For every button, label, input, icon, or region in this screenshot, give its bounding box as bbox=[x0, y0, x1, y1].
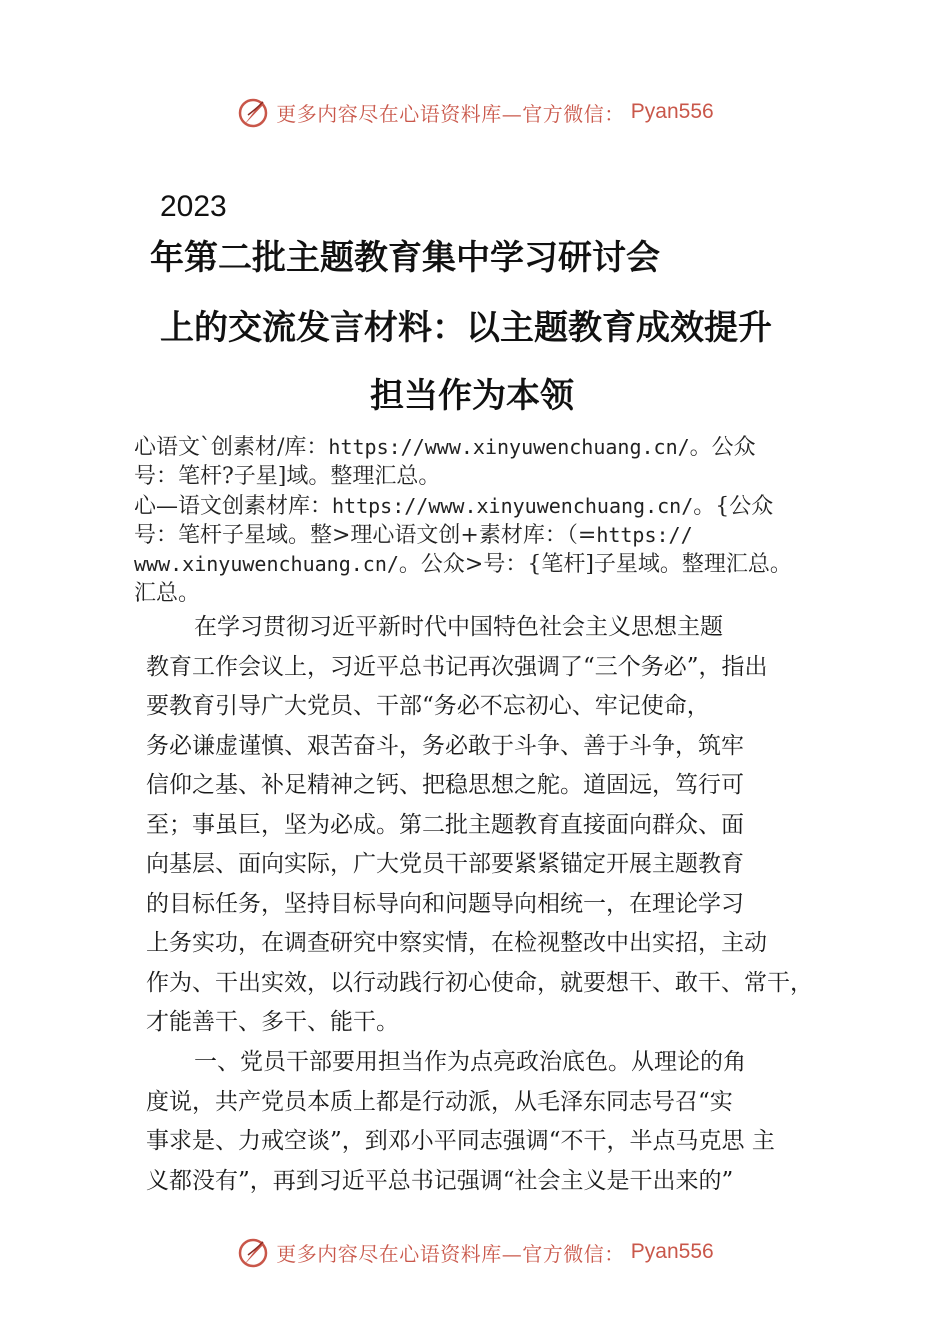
paragraph-line: 上务实功，在调查研究中察实情，在检视整改中出实招，主动 bbox=[146, 930, 767, 956]
paragraph-line: 务必谦虚谨慎、艰苦奋斗，务必敢于斗争、善于斗争，筑牢 bbox=[146, 732, 744, 759]
title-line-3: 担当作为本领 bbox=[370, 376, 574, 416]
meta-url: https://www.xinyuwenchuang.cn/ bbox=[332, 494, 694, 518]
paragraph-1 bbox=[146, 608, 836, 1043]
banner-wechat-id: Pyan556 bbox=[630, 1240, 714, 1263]
banner-text: 更多内容尽在心语资料库—官方微信： bbox=[276, 101, 625, 126]
paragraph-line: 信仰之基、补足精神之钙、把稳思想之舵。道固远，笃行可 bbox=[146, 772, 744, 798]
banner-wechat-id: Pyan556 bbox=[630, 100, 714, 123]
paragraph-line: 作为、干出实效，以行动践行初心使命，就要想干、敢干、常干， bbox=[146, 969, 813, 996]
meta-line-3: 心—语文创素材库：https://www.xinyuwenchuang.cn/。{公众 bbox=[134, 494, 774, 519]
meta-line-4: 号：笔杆子星域。整>理心语文创+素材库：（=https:// bbox=[134, 523, 693, 548]
title-year: 2023 bbox=[160, 190, 227, 223]
header-banner bbox=[0, 92, 950, 132]
paragraph-line: 要教育引导广大党员、干部“务必不忘初心、牢记使命， bbox=[146, 693, 710, 719]
title-line-1: 年第二批主题教育集中学习研讨会 bbox=[150, 238, 660, 278]
paragraph-line: 度说，共产党员本质上都是行动派，从毛泽东同志号召“实 bbox=[146, 1088, 733, 1115]
quill-logo-icon bbox=[236, 95, 270, 129]
paragraph-line: 教育工作会议上，习近平总书记再次强调了“三个务必”，指出 bbox=[146, 653, 768, 680]
paragraph-line: 义都没有”，再到习近平总书记强调“社会主义是干出来的” bbox=[146, 1167, 734, 1194]
title-line-2: 上的交流发言材料：以主题教育成效提升 bbox=[160, 308, 772, 348]
paragraph-line: 在学习贯彻习近平新时代中国特色社会主义思想主题 bbox=[194, 614, 723, 640]
paragraph-line: 至；事虽巨，坚为必成。第二批主题教育直接面向群众、面 bbox=[146, 811, 744, 838]
meta-url: www.xinyuwenchuang.cn/ bbox=[134, 552, 399, 576]
banner-text: 更多内容尽在心语资料库—官方微信： bbox=[276, 1241, 625, 1266]
meta-url: https://www.xinyuwenchuang.cn/ bbox=[328, 435, 690, 459]
paragraph-line: 一、党员干部要用担当作为点亮政治底色。从理论的角 bbox=[194, 1049, 746, 1075]
paragraph-2 bbox=[146, 1043, 836, 1201]
quill-logo-icon bbox=[236, 1235, 270, 1269]
meta-line-5: www.xinyuwenchuang.cn/。公众>号：{笔杆]子星域。整理汇总。 bbox=[134, 552, 792, 577]
paragraph-line: 向基层、面向实际，广大党员干部要紧紧锚定开展主题教育 bbox=[146, 851, 744, 877]
meta-url: https:// bbox=[596, 523, 693, 547]
meta-line-1: 心语文`创素材/库：https://www.xinyuwenchuang.cn/。公众 bbox=[134, 435, 756, 460]
paragraph-line: 才能善干、多干、能干。 bbox=[146, 1009, 399, 1035]
meta-line-6: 汇总。 bbox=[134, 581, 201, 606]
footer-banner bbox=[0, 1232, 950, 1272]
paragraph-line: 事求是、力戒空谈”，到邓小平同志强调“不干，半点马克思 主 bbox=[146, 1128, 775, 1154]
meta-line-2: 号：笔杆?子星]域。整理汇总。 bbox=[134, 464, 441, 489]
paragraph-line: 的目标任务，坚持目标导向和问题导向相统一，在理论学习 bbox=[146, 890, 744, 917]
